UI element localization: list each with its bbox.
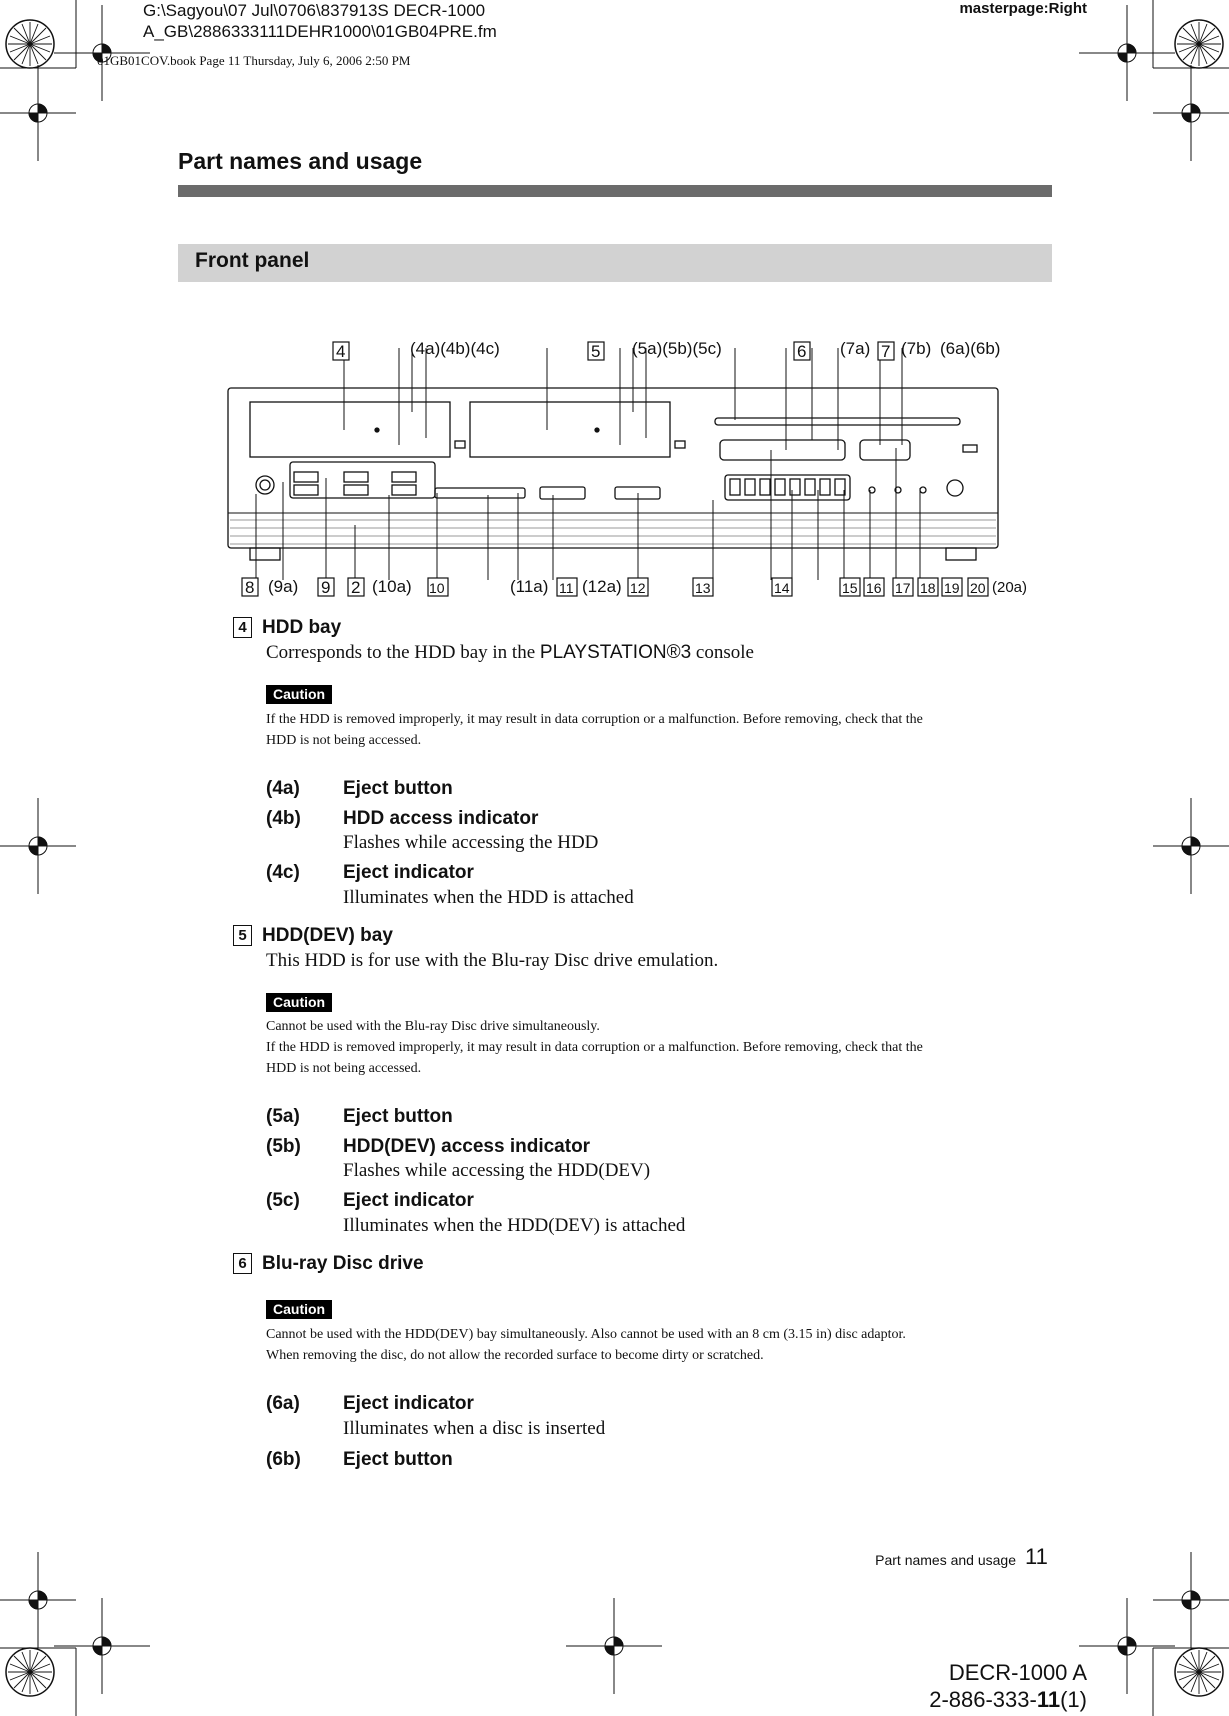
- sub-title: Eject button: [343, 778, 453, 799]
- masterpage-label: masterpage:Right: [959, 0, 1087, 17]
- caution-text: [266, 1324, 1056, 1366]
- sub-code: (5b): [266, 1136, 301, 1157]
- document-number: [929, 1688, 1087, 1712]
- sub-code: (4c): [266, 862, 300, 883]
- caution-line: Cannot be used with the Blu-ray Disc drive simultaneously.: [266, 1019, 600, 1034]
- sub-code: (5a): [266, 1106, 300, 1127]
- caution-badge: Caution: [266, 993, 332, 1012]
- item-hdd-dev-bay-heading: [233, 925, 393, 947]
- item-hdd-bay-desc: [266, 642, 754, 664]
- brand-name: PLAYSTATION®3: [539, 642, 692, 663]
- caution-line: HDD is not being accessed.: [266, 1061, 422, 1076]
- item-title: Blu-ray Disc drive: [262, 1253, 424, 1274]
- diag-label-20: 20: [970, 580, 986, 596]
- section-title: Front panel: [195, 249, 310, 272]
- title-rule: [178, 185, 1052, 197]
- diag-label-5abc: (5a)(5b)(5c): [632, 339, 722, 358]
- caution-badge: Caution: [266, 1300, 332, 1319]
- diag-label-14: 14: [774, 580, 790, 596]
- item-number-box: 5: [233, 925, 252, 946]
- sub-code: (6b): [266, 1449, 301, 1470]
- front-panel-diagram: [220, 330, 1028, 610]
- item-title: HDD bay: [262, 617, 342, 638]
- docnum-bold: 11: [1036, 1687, 1061, 1712]
- sub-desc: Flashes while accessing the HDD(DEV): [343, 1160, 651, 1181]
- page-title: Part names and usage: [178, 148, 423, 174]
- docnum-suffix: (1): [1060, 1687, 1087, 1712]
- sub-title: HDD access indicator: [343, 808, 539, 829]
- diag-label-10: 10: [429, 580, 445, 596]
- item-number-box: 6: [233, 1253, 252, 1274]
- diag-label-18: 18: [920, 580, 936, 596]
- model-id: DECR-1000 A: [948, 1660, 1087, 1685]
- diag-label-13: 13: [695, 580, 711, 596]
- sub-title: HDD(DEV) access indicator: [343, 1136, 591, 1157]
- diag-label-4: 4: [336, 342, 346, 361]
- file-path-line2: A_GB\2886333111DEHR1000\01GB04PRE.fm: [143, 22, 497, 41]
- diag-label-9: 9: [321, 578, 331, 597]
- item-title: HDD(DEV) bay: [262, 925, 393, 946]
- sub-code: (4a): [266, 778, 300, 799]
- diag-label-12a: (12a): [582, 577, 622, 596]
- diag-label-6ab: (6a)(6b): [940, 339, 1001, 358]
- sub-code: (6a): [266, 1393, 300, 1414]
- sub-title: Eject indicator: [343, 862, 474, 883]
- file-path-line1: G:\Sagyou\07 Jul\0706\837913S DECR-1000: [143, 1, 486, 20]
- caution-line: HDD is not being accessed.: [266, 733, 422, 748]
- diag-label-2: 2: [351, 578, 361, 597]
- footer-section-label: Part names and usage: [875, 1552, 1016, 1568]
- hdd-dev-bay-shape: [470, 402, 670, 457]
- desc-prefix: Corresponds to the HDD bay in the: [266, 642, 540, 663]
- diag-label-7b: (7b): [901, 339, 932, 358]
- diag-label-6: 6: [797, 342, 807, 361]
- item-hdd-dev-bay-desc: This HDD is for use with the Blu-ray Disc drive emulation.: [266, 950, 719, 971]
- caution-badge: Caution: [266, 685, 332, 704]
- caution-text: [266, 1016, 1056, 1079]
- item-hdd-bay-heading: [233, 617, 341, 639]
- sub-title: Eject button: [343, 1106, 453, 1127]
- sub-title: Eject indicator: [343, 1190, 474, 1211]
- diag-label-17: 17: [895, 580, 911, 596]
- caution-text: [266, 709, 1056, 751]
- diag-label-11: 11: [559, 580, 574, 596]
- page-number: 11: [1025, 1544, 1048, 1569]
- diag-label-19: 19: [944, 580, 960, 596]
- diag-label-15: 15: [842, 580, 858, 596]
- sub-title: Eject indicator: [343, 1393, 474, 1414]
- sub-code: (4b): [266, 808, 301, 829]
- caution-line: If the HDD is removed improperly, it may result in data corruption or a malfunction. Before removing, check that the: [266, 1040, 923, 1055]
- diag-label-16: 16: [866, 580, 882, 596]
- caution-line: If the HDD is removed improperly, it may result in data corruption or a malfunction. Before removing, check that the: [266, 712, 923, 727]
- diag-label-12: 12: [630, 580, 646, 596]
- desc-suffix: console: [691, 642, 754, 663]
- docnum-prefix: 2-886-333-: [929, 1687, 1037, 1712]
- diag-label-5: 5: [591, 342, 601, 361]
- book-info: 01GB01COV.book Page 11 Thursday, July 6, 2006 2:50 PM: [97, 53, 411, 68]
- sub-code: (5c): [266, 1190, 300, 1211]
- diag-label-7: 7: [881, 342, 891, 361]
- diag-label-9a: (9a): [268, 577, 299, 596]
- file-path: [143, 0, 497, 42]
- item-number-box: 4: [233, 617, 252, 638]
- caution-line: Cannot be used with the HDD(DEV) bay simultaneously. Also cannot be used with an 8 cm (3.15 in) disc adaptor.: [266, 1327, 906, 1342]
- diag-label-20a: (20a): [992, 579, 1028, 596]
- sub-desc: Illuminates when a disc is inserted: [343, 1418, 606, 1439]
- item-bluray-heading: [233, 1253, 424, 1275]
- diag-label-10a: (10a): [372, 577, 412, 596]
- sub-desc: Illuminates when the HDD is attached: [343, 887, 634, 908]
- diag-label-7a: (7a): [840, 339, 871, 358]
- sub-desc: Flashes while accessing the HDD: [343, 832, 599, 853]
- hdd-bay-shape: [250, 402, 450, 457]
- caution-line: When removing the disc, do not allow the recorded surface to become dirty or scratched.: [266, 1348, 764, 1363]
- sub-title: Eject button: [343, 1449, 453, 1470]
- diag-label-11a: (11a): [510, 577, 549, 596]
- sub-desc: Illuminates when the HDD(DEV) is attached: [343, 1215, 686, 1236]
- diag-label-4abc: (4a)(4b)(4c): [410, 339, 500, 358]
- diag-label-8: 8: [245, 578, 255, 597]
